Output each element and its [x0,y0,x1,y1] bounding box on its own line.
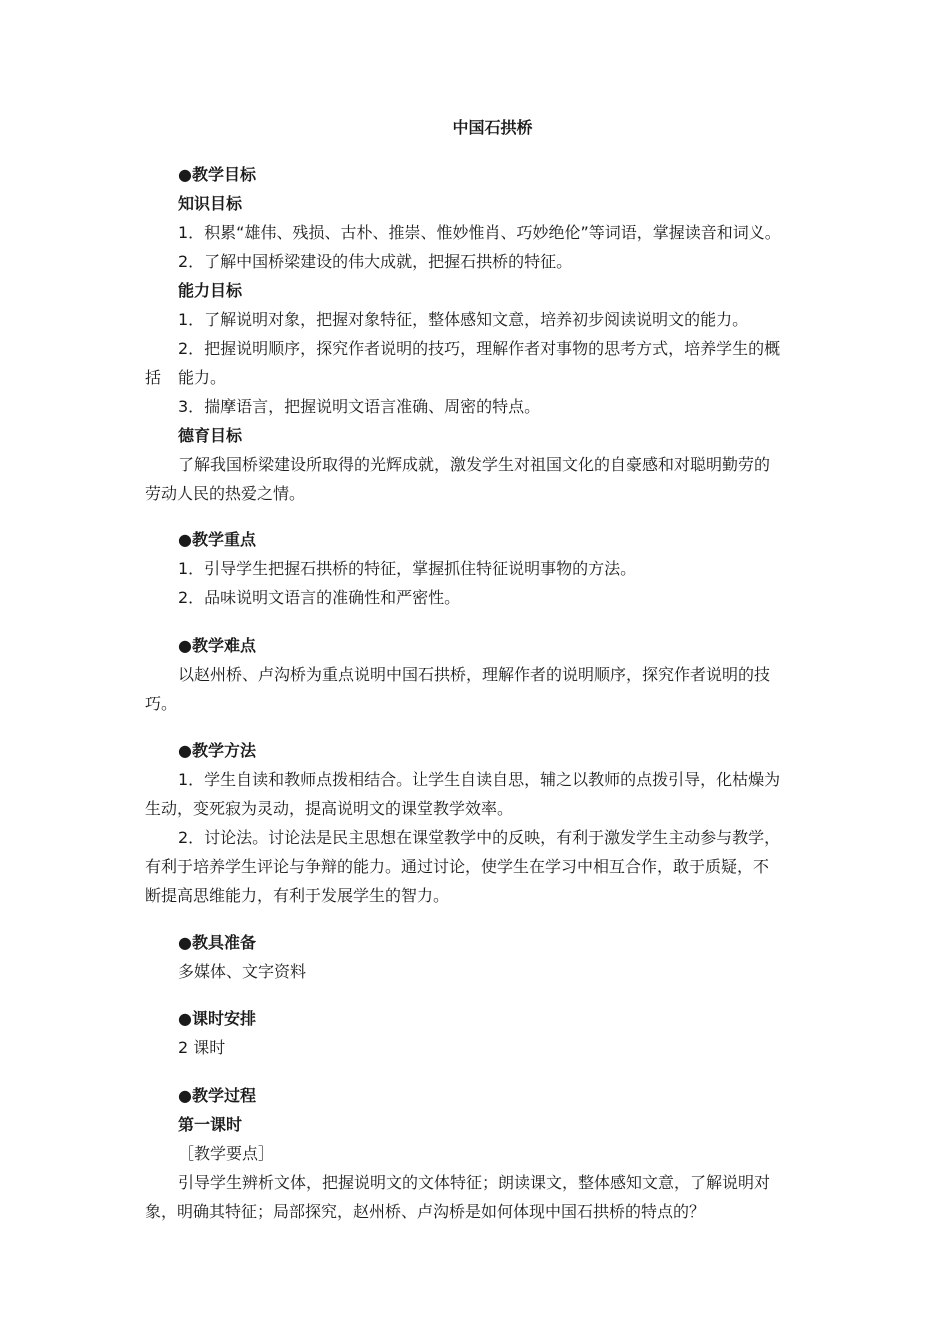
paragraph-line: 2．把握说明顺序，探究作者说明的技巧，理解作者对事物的思考方式，培养学生的概 [178,339,781,358]
section-heading-difficulties: ●教学难点 [178,636,256,655]
section-heading-materials: ●教具准备 [178,933,256,952]
paragraph-line: 1．了解说明对象，把握对象特征，整体感知文意，培养初步阅读说明文的能力。 [178,310,749,329]
paragraph-line: 括 [145,368,162,387]
paragraph-line: 断提高思维能力，有利于发展学生的智力。 [145,886,450,905]
paragraph-line: 2 课时 [178,1038,226,1057]
section-heading-methods: ●教学方法 [178,741,256,760]
paragraph-line: 2．品味说明文语言的准确性和严密性。 [178,588,461,607]
paragraph-line: 以赵州桥、卢沟桥为重点说明中国石拱桥，理解作者的说明顺序，探究作者说明的技 [178,665,771,684]
paragraph-line: 1．学生自读和教师点拨相结合。让学生自读自思，辅之以教师的点拨引导，化枯燥为 [178,770,781,789]
paragraph-line: 巧。 [145,694,178,713]
paragraph-line: 1．引导学生把握石拱桥的特征，掌握抓住特征说明事物的方法。 [178,559,637,578]
paragraph-line: 劳动人民的热爱之情。 [145,484,306,503]
subheading-knowledge-goals: 知识目标 [178,194,243,213]
paragraph-line: ［教学要点］ [178,1144,275,1163]
paragraph-line: 1．积累“雄伟、残损、古朴、推崇、惟妙惟肖、巧妙绝伦”等词语，掌握读音和词义。 [178,223,781,242]
paragraph-line: 3．揣摩语言，把握说明文语言准确、周密的特点。 [178,397,541,416]
paragraph-line: 多媒体、文字资料 [178,962,307,981]
subheading-ability-goals: 能力目标 [178,281,243,300]
paragraph-line: 2．讨论法。讨论法是民主思想在课堂教学中的反映，有利于激发学生主动参与教学， [178,828,781,847]
paragraph-line: 生动，变死寂为灵动，提高说明文的课堂教学效率。 [145,799,514,818]
section-heading-schedule: ●课时安排 [178,1009,256,1028]
subheading-first-lesson: 第一课时 [178,1115,243,1134]
section-heading-key-points: ●教学重点 [178,530,256,549]
subheading-moral-goals: 德育目标 [178,426,243,445]
paragraph-line: 象，明确其特征；局部探究，赵州桥、卢沟桥是如何体现中国石拱桥的特点的？ [145,1202,706,1221]
paragraph-line: 能力。 [178,368,227,387]
document-title: 中国石拱桥 [452,118,533,137]
paragraph-line: 引导学生辨析文体，把握说明文的文体特征；朗读课文，整体感知文意，了解说明对 [178,1173,771,1192]
paragraph-line: 了解我国桥梁建设所取得的光辉成就，激发学生对祖国文化的自豪感和对聪明勤劳的 [178,455,771,474]
section-heading-teaching-goals: ●教学目标 [178,165,256,184]
paragraph-line: 有利于培养学生评论与争辩的能力。通过讨论，使学生在学习中相互合作，敢于质疑，不 [145,857,770,876]
section-heading-process: ●教学过程 [178,1086,256,1105]
paragraph-line: 2．了解中国桥梁建设的伟大成就，把握石拱桥的特征。 [178,252,573,271]
